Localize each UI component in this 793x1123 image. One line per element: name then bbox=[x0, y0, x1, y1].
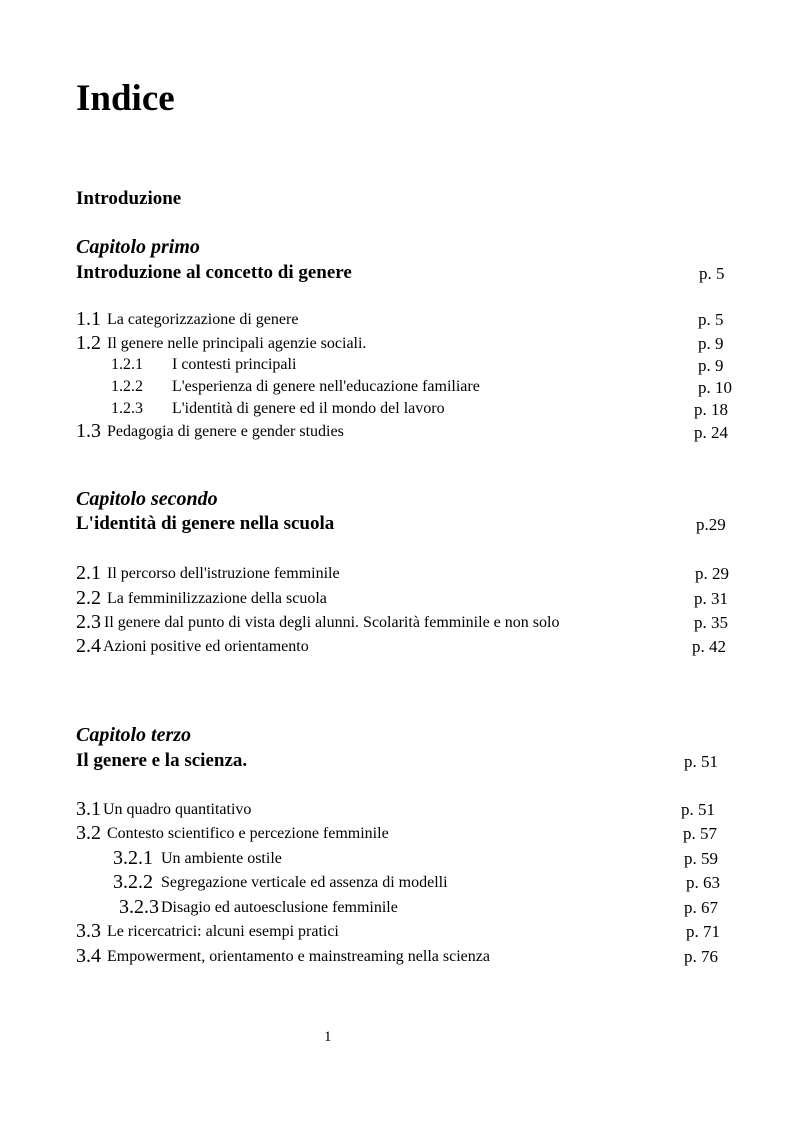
entry-number: 3.2.3 bbox=[119, 896, 159, 918]
entry-page: p. 57 bbox=[683, 824, 717, 843]
entry-number: 1.2.3 bbox=[111, 400, 143, 417]
entry-page: p. 35 bbox=[694, 613, 728, 632]
entry-number: 3.4 bbox=[76, 945, 101, 967]
chapter-2-title: L'identità di genere nella scuola bbox=[76, 513, 335, 534]
entry-page: p. 9 bbox=[698, 334, 724, 353]
entry-page: p. 31 bbox=[694, 589, 728, 608]
entry-page: p. 24 bbox=[694, 423, 728, 442]
entry-page: p. 29 bbox=[695, 564, 729, 583]
page-title: Indice bbox=[76, 78, 175, 119]
entry-number: 3.1 bbox=[76, 798, 101, 820]
entry-page: p. 9 bbox=[698, 356, 724, 375]
entry-page: p. 10 bbox=[698, 378, 732, 397]
entry-page: p. 5 bbox=[698, 310, 724, 329]
chapter-1-page: p. 5 bbox=[699, 264, 725, 283]
entry-number: 2.2 bbox=[76, 587, 101, 609]
entry-number: 1.1 bbox=[76, 308, 101, 330]
entry-text: La femminilizzazione della scuola bbox=[107, 590, 327, 607]
entry-text: Il percorso dell'istruzione femminile bbox=[107, 565, 340, 582]
entry-number: 3.2.2 bbox=[113, 871, 153, 893]
entry-text: Il genere nelle principali agenzie sociali. bbox=[107, 335, 367, 352]
entry-number: 2.4 bbox=[76, 635, 101, 657]
toc-introduction: Introduzione bbox=[76, 188, 182, 209]
entry-number: 3.2 bbox=[76, 822, 101, 844]
entry-page: p. 18 bbox=[694, 400, 728, 419]
entry-number: 1.2.1 bbox=[111, 356, 143, 373]
entry-number: 3.2.1 bbox=[113, 847, 153, 869]
entry-text: Un quadro quantitativo bbox=[103, 801, 252, 818]
entry-text: I contesti principali bbox=[172, 356, 297, 373]
entry-text: Segregazione verticale ed assenza di modelli bbox=[161, 874, 448, 891]
entry-page: p. 59 bbox=[684, 849, 718, 868]
entry-text: Azioni positive ed orientamento bbox=[103, 638, 309, 655]
entry-page: p. 71 bbox=[686, 922, 720, 941]
entry-text: La categorizzazione di genere bbox=[107, 311, 299, 328]
entry-page: p. 51 bbox=[681, 800, 715, 819]
entry-number: 1.2 bbox=[76, 332, 101, 354]
entry-text: Disagio ed autoesclusione femminile bbox=[161, 899, 398, 916]
entry-number: 1.3 bbox=[76, 420, 101, 442]
entry-number: 3.3 bbox=[76, 920, 101, 942]
chapter-2-label: Capitolo secondo bbox=[76, 488, 218, 510]
entry-page: p. 76 bbox=[684, 947, 718, 966]
chapter-3-label: Capitolo terzo bbox=[76, 724, 192, 746]
entry-number: 2.1 bbox=[76, 562, 101, 584]
chapter-3-title: Il genere e la scienza. bbox=[76, 750, 248, 771]
chapter-3-page: p. 51 bbox=[684, 752, 718, 771]
entry-text: Pedagogia di genere e gender studies bbox=[107, 423, 344, 440]
entry-text: Un ambiente ostile bbox=[161, 850, 282, 867]
entry-page: p. 63 bbox=[686, 873, 720, 892]
entry-text: Contesto scientifico e percezione femminile bbox=[107, 825, 389, 842]
chapter-1-title: Introduzione al concetto di genere bbox=[76, 262, 352, 283]
chapter-2-page: p.29 bbox=[696, 515, 726, 534]
entry-text: Empowerment, orientamento e mainstreaming nella scienza bbox=[107, 948, 490, 965]
entry-number: 2.3 bbox=[76, 611, 101, 633]
footer-page-number: 1 bbox=[324, 1029, 332, 1045]
entry-number: 1.2.2 bbox=[111, 378, 143, 395]
entry-page: p. 42 bbox=[692, 637, 726, 656]
entry-text: L'esperienza di genere nell'educazione familiare bbox=[172, 378, 480, 395]
chapter-1-label: Capitolo primo bbox=[76, 236, 200, 258]
entry-page: p. 67 bbox=[684, 898, 718, 917]
entry-text: Il genere dal punto di vista degli alunni. Scolarità femminile e non solo bbox=[104, 614, 560, 631]
entry-text: Le ricercatrici: alcuni esempi pratici bbox=[107, 923, 339, 940]
entry-text: L'identità di genere ed il mondo del lavoro bbox=[172, 400, 445, 417]
